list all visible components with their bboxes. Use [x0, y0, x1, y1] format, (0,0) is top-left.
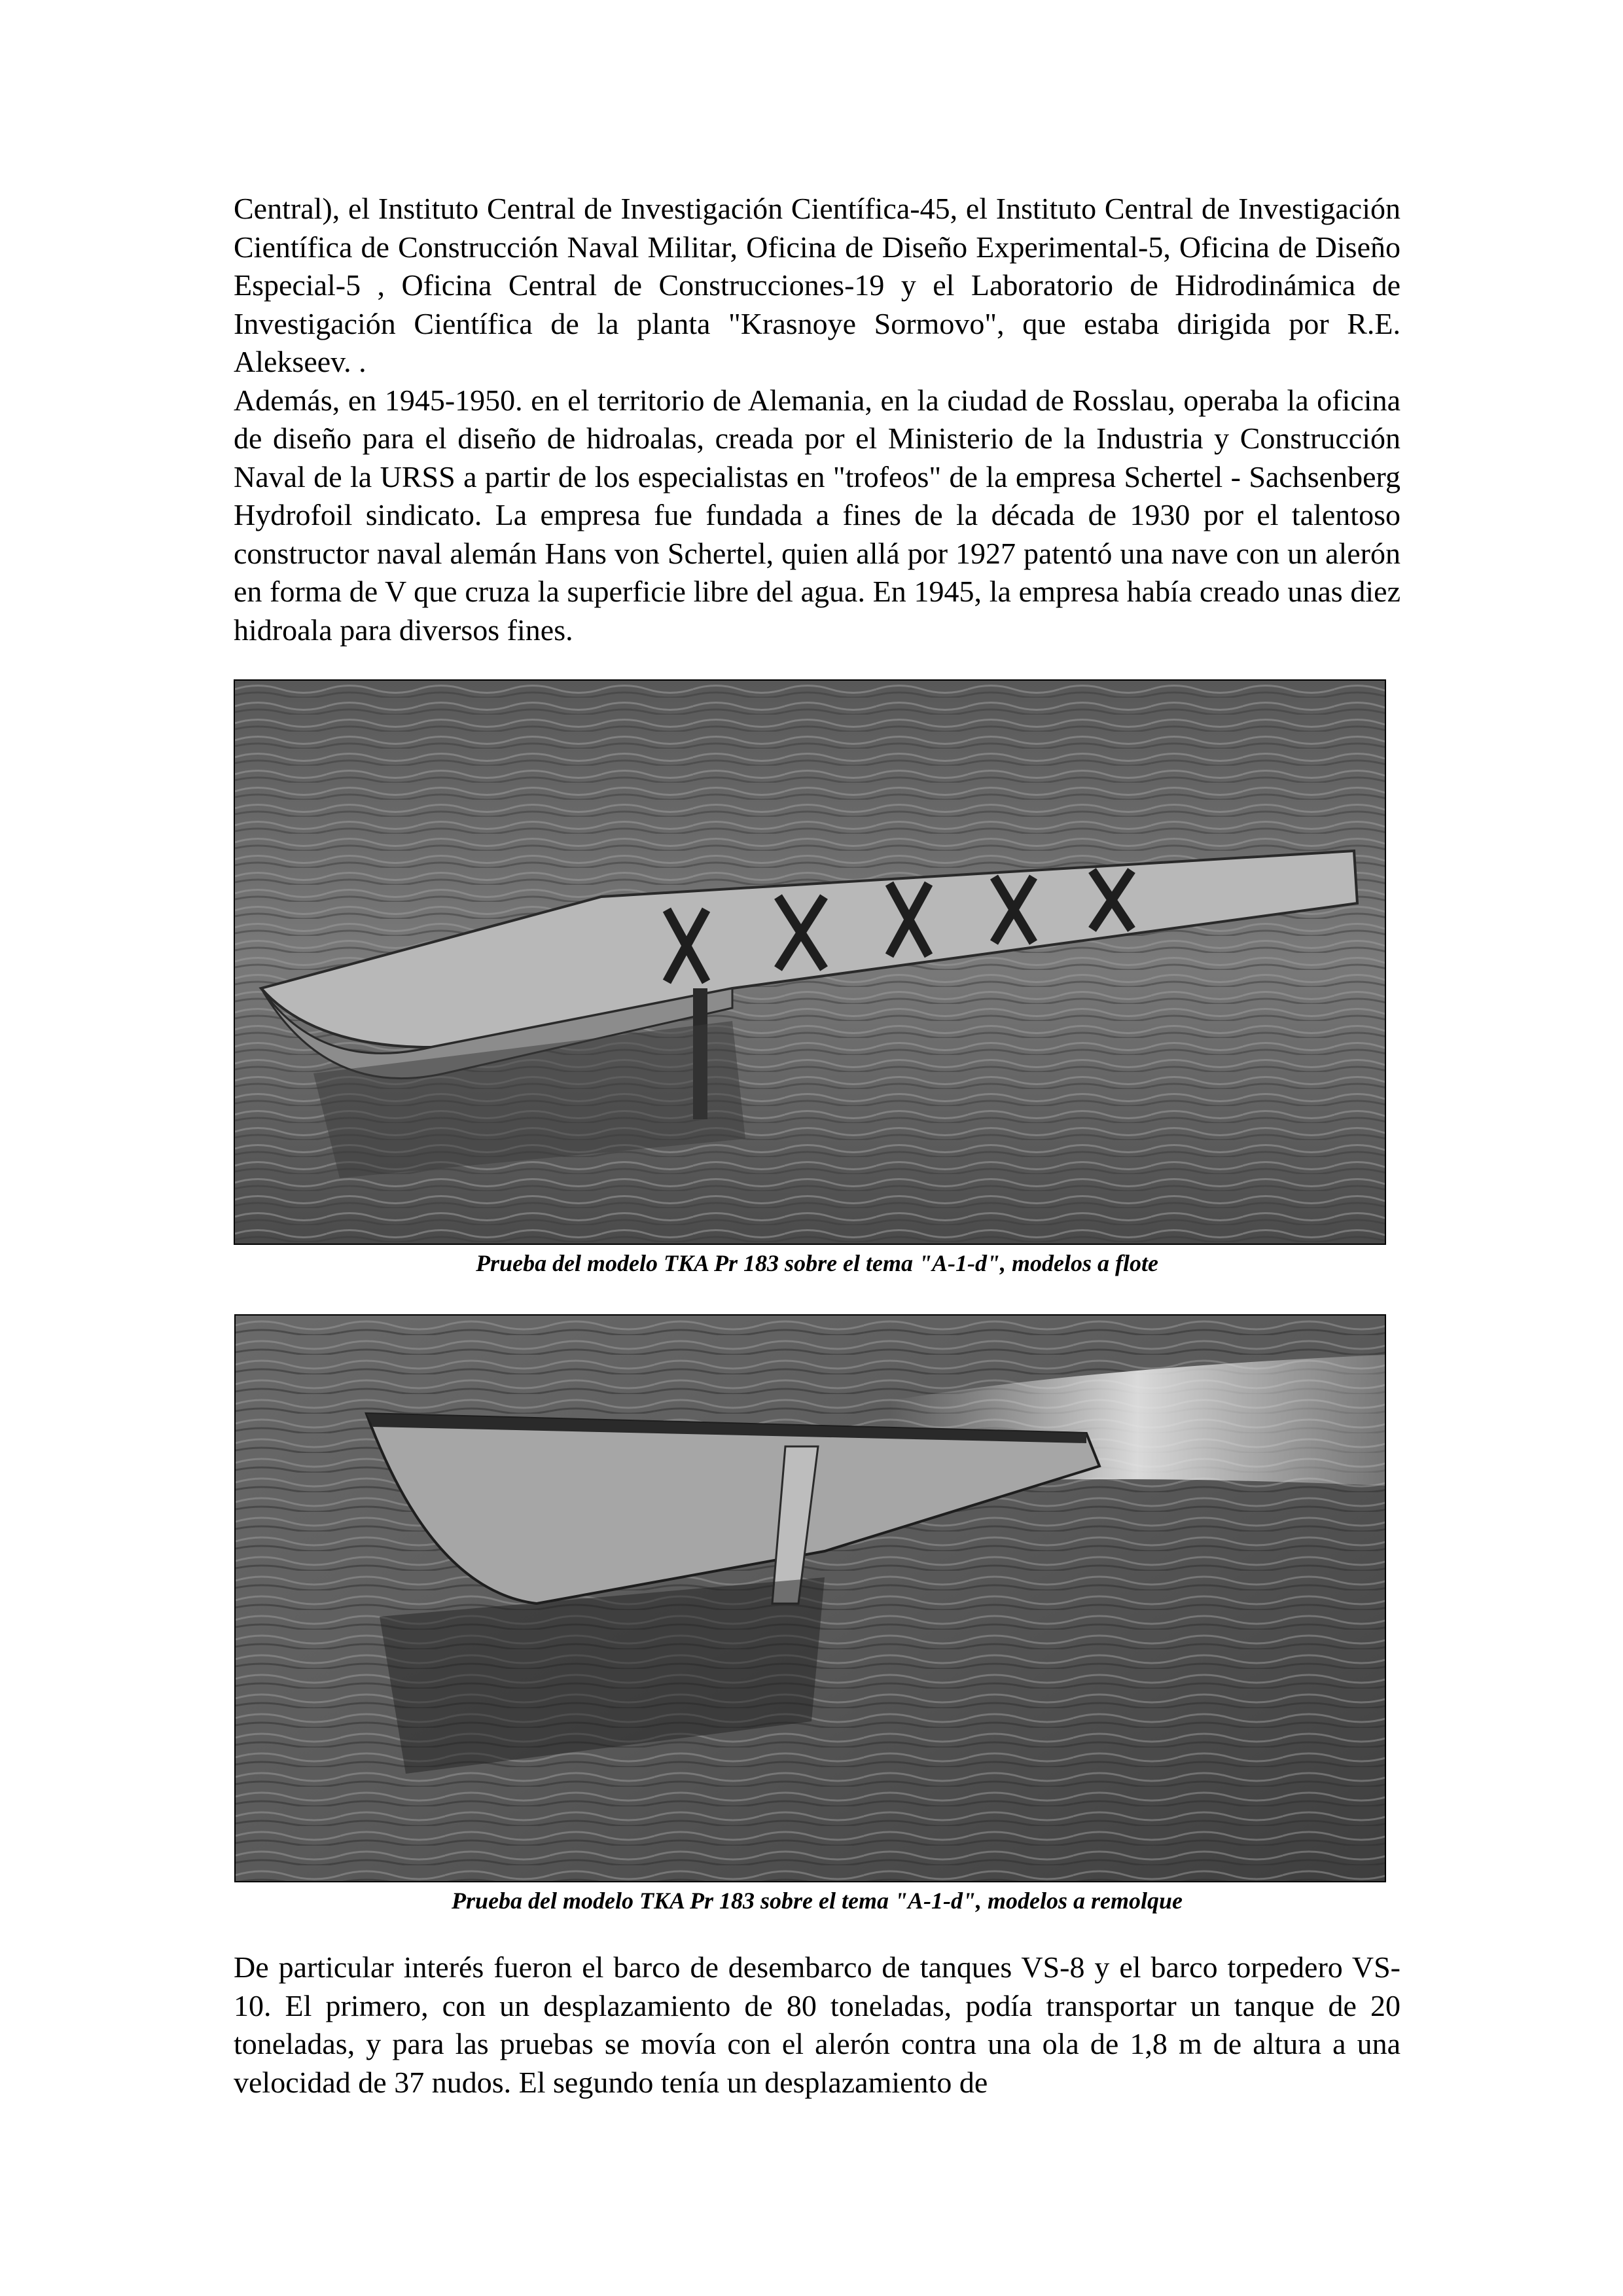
photo-model-towed [234, 1314, 1386, 1882]
boat-afloat-illustration [235, 681, 1385, 1244]
paragraph-institutes: Central), el Instituto Central de Investigación Científica-45, el Instituto Central de Investigación Científica de Construcción Naval Militar, Oficina de Diseño Experimental-5, Oficina de Diseño Especial-5 , Oficina Central de Construcciones-19 y el Laboratorio de Hidrodinámica de Investigación Científica de la planta "Krasnoye Sormovo", que estaba dirigida por R.E. Alekseev. . [234, 192, 1400, 378]
boat-towed-illustration [236, 1316, 1385, 1881]
top-text-block [234, 190, 1400, 649]
paragraph-rosslau: Además, en 1945-1950. en el territorio de Alemania, en la ciudad de Rosslau, operaba la oficina de diseño para el diseño de hidroalas, creada por el Ministerio de la Industria y Construcción Naval de la URSS a partir de los especialistas en "trofeos" de la empresa Schertel - Sachsenberg Hydrofoil sindicato. La empresa fue fundada a fines de la década de 1930 por el talentoso constructor naval alemán Hans von Schertel, quien allá por 1927 patentó una nave con un alerón en forma de V que cruza la superficie libre del agua. En 1945, la empresa había creado unas diez hidroala para diversos fines. [234, 383, 1400, 647]
bottom-text-block [234, 1948, 1400, 2102]
figure-caption-towed: Prueba del modelo TKA Pr 183 sobre el tema "A-1-d", modelos a remolque [452, 1888, 1183, 1914]
figure-caption-afloat: Prueba del modelo TKA Pr 183 sobre el tema "A-1-d", modelos a flote [476, 1250, 1158, 1276]
paragraph-vs8-vs10: De particular interés fueron el barco de desembarco de tanques VS-8 y el barco torpedero VS-10. El primero, con un desplazamiento de 80 toneladas, podía transportar un tanque de 20 toneladas, y para las pruebas se movía con el alerón contra una ola de 1,8 m de altura a una velocidad de 37 nudos. El segundo tenía un desplazamiento de [234, 1950, 1400, 2099]
photo-model-afloat [234, 679, 1386, 1245]
